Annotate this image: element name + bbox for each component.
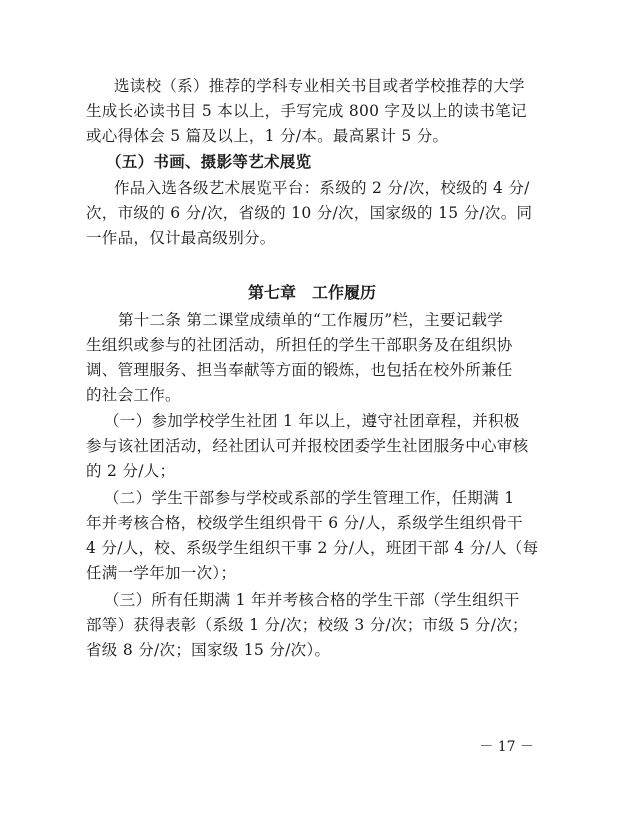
paragraph-line: 选读校（系）推荐的学科专业相关书目或者学校推荐的大学 bbox=[114, 77, 525, 95]
paragraph-line: 或心得体会 5 篇及以上，1 分/本。最高累计 5 分。 bbox=[86, 127, 449, 145]
list-item-line: （一）参加学校学生社团 1 年以上，遵守社团章程，并积极 bbox=[104, 412, 520, 430]
paragraph-line: 年并考核合格，校级学生组织骨干 6 分/人，系级学生组织骨干 bbox=[86, 514, 523, 532]
paragraph-line: 任满一学年加一次）； bbox=[86, 564, 237, 582]
article-line: 第十二条 第二课堂成绩单的“工作履历”栏，主要记载学 bbox=[118, 311, 504, 329]
paragraph-line: 的 2 分/人； bbox=[86, 462, 176, 480]
section-heading: （五）书画、摄影等艺术展览 bbox=[106, 152, 312, 171]
list-item-line: （三）所有任期满 1 年并考核合格的学生干部（学生组织干 bbox=[104, 591, 520, 609]
paragraph-line: 部等）获得表彰（系级 1 分/次；校级 3 分/次；市级 5 分/次； bbox=[86, 616, 528, 634]
paragraph-line: 调、管理服务、担当奉献等方面的锻炼，也包括在校外所兼任 bbox=[86, 361, 513, 379]
paragraph-line: 的社会工作。 bbox=[86, 386, 181, 404]
paragraph-line: 省级 8 分/次；国家级 15 分/次）。 bbox=[86, 641, 331, 659]
paragraph-line: 参与该社团活动，经社团认可并报校团委学生社团服务中心审核 bbox=[86, 437, 529, 455]
paragraph-line: 次，市级的 6 分/次，省级的 10 分/次，国家级的 15 分/次。同 bbox=[86, 204, 533, 222]
paragraph-line: 生组织或参与的社团活动，所担任的学生干部职务及在组织协 bbox=[86, 336, 513, 354]
paragraph-line: 一作品，仅计最高级别分。 bbox=[86, 229, 276, 247]
paragraph-line: 作品入选各级艺术展览平台：系级的 2 分/次，校级的 4 分/ bbox=[114, 179, 530, 197]
list-item-line: （二）学生干部参与学校或系部的学生管理工作，任期满 1 bbox=[104, 489, 515, 507]
chapter-title: 第七章 工作履历 bbox=[247, 283, 376, 302]
paragraph-line: 4 分/人，校、系级学生组织干事 2 分/人，班团干部 4 分/人（每 bbox=[86, 539, 539, 557]
paragraph-line: 生成长必读书目 5 本以上，手写完成 800 字及以上的读书笔记 bbox=[86, 102, 527, 120]
page-number: － 17 － bbox=[479, 739, 534, 755]
